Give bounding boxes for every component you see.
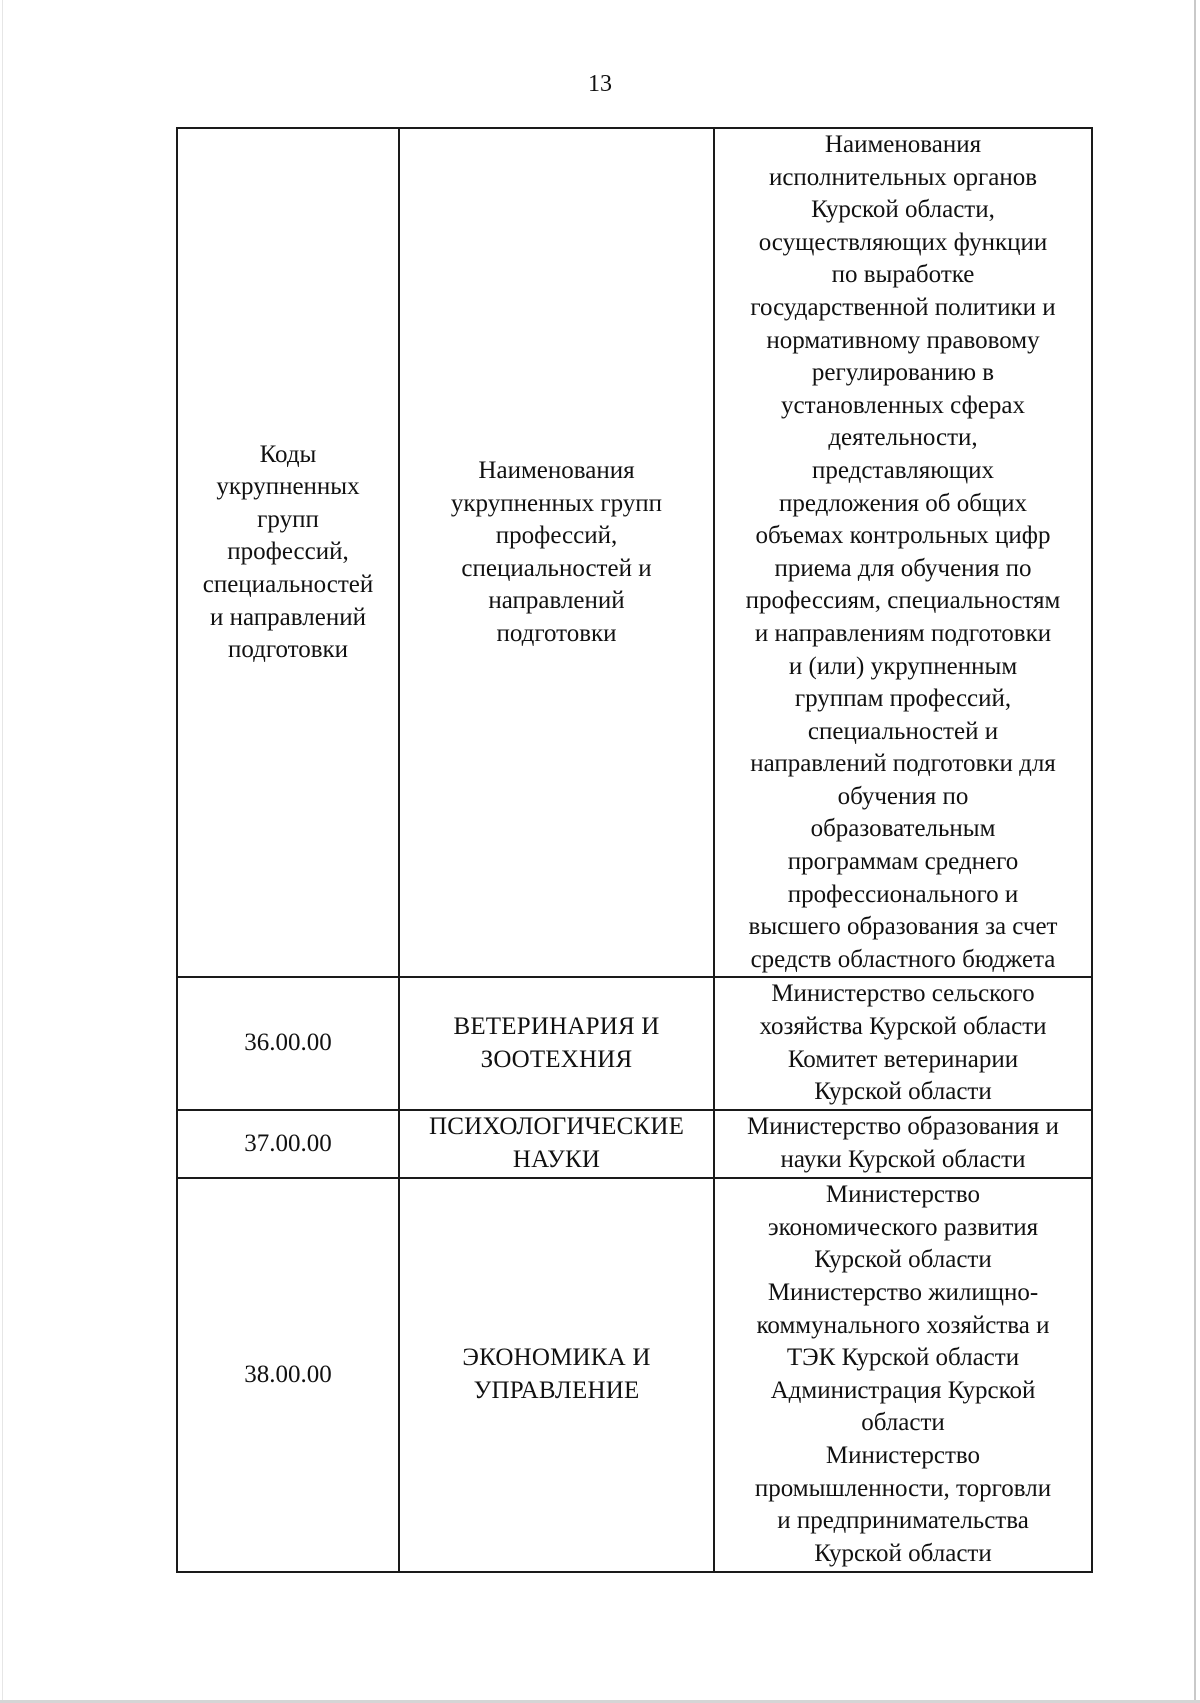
- bodies-line: коммунального хозяйства и: [756, 1311, 1050, 1339]
- header-bodies-line: приема для обучения по: [774, 554, 1032, 582]
- table-row: [177, 977, 1092, 1109]
- header-codes-line: подготовки: [227, 636, 349, 664]
- header-names-line: укрупненных групп: [450, 489, 663, 517]
- header-bodies-line: представляющих: [811, 456, 995, 484]
- header-bodies-line: исполнительных органов: [768, 163, 1038, 191]
- bodies-line: области: [861, 1409, 945, 1437]
- header-bodies-line: объемах контрольных цифр: [755, 522, 1051, 550]
- name-line: ПСИХОЛОГИЧЕСКИЕ: [428, 1113, 685, 1141]
- bodies-line: Министерство: [825, 1181, 981, 1209]
- header-codes-line: и направлений: [210, 603, 366, 631]
- header-bodies-line: группам профессий,: [794, 685, 1012, 713]
- header-bodies-line: предложения об общих: [778, 489, 1028, 517]
- code-cell: 38.00.00: [177, 1178, 399, 1572]
- header-bodies-line: нормативному правовому: [766, 326, 1040, 354]
- scan-edge-left: [2, 0, 3, 1703]
- header-names-line: профессий,: [495, 522, 618, 550]
- name-line: ЭКОНОМИКА И: [462, 1344, 651, 1372]
- header-bodies-line: программам среднего: [787, 848, 1019, 876]
- header-bodies-line: обучения по: [837, 782, 969, 810]
- name-line: ЗООТЕХНИЯ: [480, 1045, 633, 1073]
- name-line: УПРАВЛЕНИЕ: [473, 1376, 640, 1404]
- bodies-line: экономического развития: [767, 1213, 1039, 1241]
- header-bodies-line: регулированию в: [811, 359, 995, 387]
- bodies-line: Министерство сельского: [771, 980, 1035, 1008]
- bodies-line: Курской области: [814, 1539, 992, 1567]
- header-cell-bodies: [714, 128, 1092, 977]
- document-table: [176, 127, 1093, 1573]
- header-bodies-line: деятельности,: [828, 424, 978, 452]
- name-line: ВЕТЕРИНАРИЯ И: [453, 1013, 660, 1041]
- bodies-line: Курской области: [814, 1078, 992, 1106]
- bodies-line: промышленности, торговли: [754, 1474, 1052, 1502]
- header-codes-line: Коды: [259, 440, 317, 468]
- scan-edge-right: [1194, 0, 1196, 1703]
- header-bodies-line: профессиям, специальностям: [745, 587, 1061, 615]
- header-codes-line: укрупненных: [216, 473, 360, 501]
- page-number: 13: [588, 71, 612, 97]
- bodies-line: Министерство жилищно-: [767, 1279, 1039, 1307]
- header-bodies-line: средств областного бюджета: [750, 945, 1056, 973]
- code-cell: 36.00.00: [177, 977, 399, 1109]
- code-cell: 37.00.00: [177, 1110, 399, 1178]
- header-bodies-line: по выработке: [831, 261, 975, 289]
- bodies-line: Министерство: [825, 1442, 981, 1469]
- header-bodies-line: Наименования: [824, 131, 982, 158]
- header-cell-codes: [177, 128, 399, 977]
- bodies-line: Администрация Курской: [770, 1376, 1036, 1404]
- bodies-line: Министерство образования и: [747, 1113, 1059, 1141]
- bodies-line: Комитет ветеринарии: [787, 1045, 1019, 1073]
- name-line: НАУКИ: [512, 1145, 601, 1173]
- bodies-cell: [714, 977, 1092, 1109]
- header-bodies-line: профессионального и: [787, 880, 1019, 908]
- table-row: [177, 1110, 1092, 1178]
- header-codes-line: специальностей: [202, 571, 374, 599]
- header-bodies-line: направлений подготовки для: [750, 750, 1056, 778]
- bodies-cell: [714, 1178, 1092, 1572]
- table-row: [177, 1178, 1092, 1572]
- header-codes-line: групп: [257, 505, 319, 533]
- header-names-line: подготовки: [496, 619, 617, 647]
- bodies-line: ТЭК Курской области: [786, 1344, 1020, 1372]
- bodies-line: и предпринимательства: [777, 1507, 1029, 1535]
- header-bodies-line: специальностей и: [807, 717, 999, 745]
- name-cell: [399, 977, 714, 1109]
- name-cell: [399, 1110, 714, 1178]
- header-bodies-line: Курской области,: [811, 196, 995, 224]
- bodies-line: хозяйства Курской области: [759, 1013, 1047, 1041]
- header-cell-names: [399, 128, 714, 977]
- bodies-line: Курской области: [814, 1246, 992, 1274]
- header-bodies-line: образовательным: [810, 815, 996, 843]
- header-bodies-line: государственной политики и: [750, 293, 1056, 321]
- header-bodies-line: осуществляющих функции: [758, 228, 1048, 256]
- header-bodies-line: и (или) укрупненным: [788, 652, 1018, 680]
- header-bodies-line: и направлениям подготовки: [754, 619, 1052, 647]
- table-header-row: [177, 128, 1092, 977]
- header-names-line: специальностей и: [461, 554, 652, 582]
- bodies-line: науки Курской области: [780, 1145, 1026, 1173]
- header-codes-line: профессий,: [227, 538, 349, 566]
- header-names-line: направлений: [488, 587, 625, 615]
- name-cell: [399, 1178, 714, 1572]
- header-bodies-line: установленных сферах: [781, 391, 1025, 419]
- header-names-line: Наименования: [478, 456, 635, 484]
- bodies-cell: [714, 1110, 1092, 1178]
- header-bodies-line: высшего образования за счет: [748, 913, 1058, 941]
